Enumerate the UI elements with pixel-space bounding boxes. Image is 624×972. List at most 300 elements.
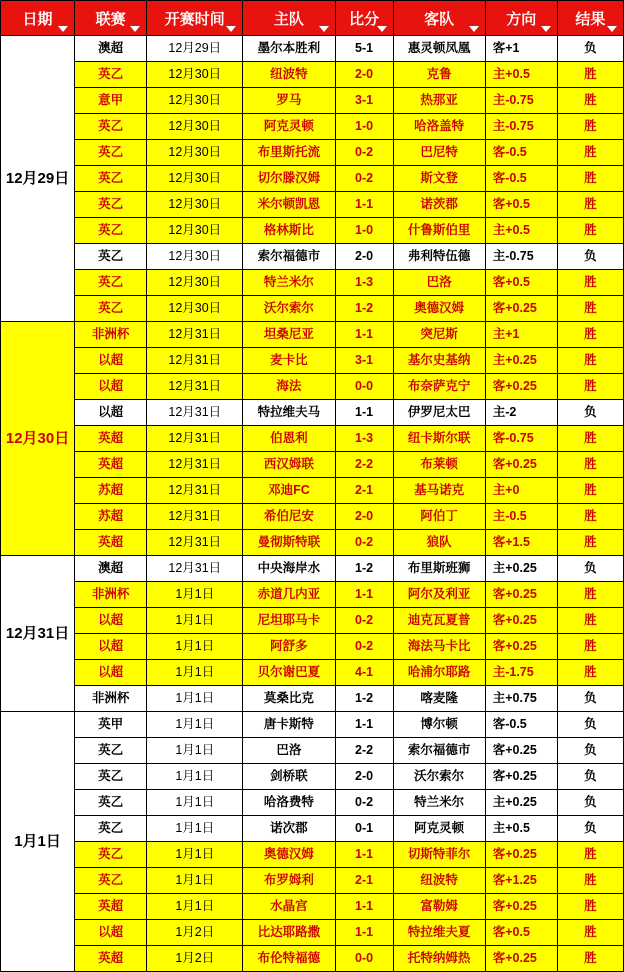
cell-score: 1-2 bbox=[335, 686, 393, 712]
col-header-direction-label: 方向 bbox=[506, 10, 537, 28]
cell-time: 1月1日 bbox=[147, 790, 243, 816]
cell-time: 1月1日 bbox=[147, 608, 243, 634]
group-date-cell: 1月1日 bbox=[1, 712, 75, 972]
cell-home-team: 阿舒多 bbox=[243, 634, 335, 660]
cell-league: 英乙 bbox=[75, 764, 147, 790]
cell-score: 0-0 bbox=[335, 946, 393, 972]
cell-away-team: 斯文登 bbox=[393, 166, 485, 192]
cell-home-team: 阿克灵顿 bbox=[243, 114, 335, 140]
cell-score: 0-2 bbox=[335, 166, 393, 192]
cell-league: 澳超 bbox=[75, 556, 147, 582]
cell-time: 1月1日 bbox=[147, 634, 243, 660]
col-header-home-label: 主队 bbox=[273, 10, 304, 28]
cell-away-team: 布莱顿 bbox=[393, 452, 485, 478]
cell-score: 2-0 bbox=[335, 62, 393, 88]
cell-result: 胜 bbox=[557, 868, 623, 894]
cell-league: 英乙 bbox=[75, 140, 147, 166]
cell-home-team: 布罗姆利 bbox=[243, 868, 335, 894]
col-header-result[interactable] bbox=[557, 1, 623, 36]
cell-away-team: 热那亚 bbox=[393, 88, 485, 114]
cell-time: 12月30日 bbox=[147, 244, 243, 270]
col-header-away[interactable] bbox=[393, 1, 485, 36]
table-row[interactable] bbox=[1, 166, 624, 192]
table-row[interactable] bbox=[1, 270, 624, 296]
cell-score: 0-1 bbox=[335, 816, 393, 842]
table-row[interactable] bbox=[1, 556, 624, 582]
cell-score: 1-2 bbox=[335, 296, 393, 322]
cell-score: 2-0 bbox=[335, 504, 393, 530]
cell-direction: 客+0.25 bbox=[485, 738, 557, 764]
table-row[interactable] bbox=[1, 452, 624, 478]
cell-score: 0-0 bbox=[335, 374, 393, 400]
cell-result: 负 bbox=[557, 738, 623, 764]
cell-direction: 主+0.5 bbox=[485, 218, 557, 244]
cell-league: 非洲杯 bbox=[75, 686, 147, 712]
cell-home-team: 奥德汉姆 bbox=[243, 842, 335, 868]
col-header-result-label: 结果 bbox=[575, 10, 606, 28]
cell-score: 1-0 bbox=[335, 114, 393, 140]
cell-direction: 主-2 bbox=[485, 400, 557, 426]
cell-time: 1月1日 bbox=[147, 582, 243, 608]
cell-time: 12月31日 bbox=[147, 478, 243, 504]
table-row[interactable] bbox=[1, 218, 624, 244]
cell-league: 英超 bbox=[75, 946, 147, 972]
table-row[interactable] bbox=[1, 634, 624, 660]
cell-league: 英乙 bbox=[75, 738, 147, 764]
cell-league: 英乙 bbox=[75, 868, 147, 894]
table-row[interactable] bbox=[1, 322, 624, 348]
cell-result: 胜 bbox=[557, 608, 623, 634]
cell-away-team: 索尔福德市 bbox=[393, 738, 485, 764]
col-header-league-label: 联赛 bbox=[95, 10, 126, 28]
cell-away-team: 布里斯班狮 bbox=[393, 556, 485, 582]
cell-result: 负 bbox=[557, 400, 623, 426]
cell-direction: 主-0.75 bbox=[485, 114, 557, 140]
cell-home-team: 比达耶路撒 bbox=[243, 920, 335, 946]
cell-score: 1-2 bbox=[335, 556, 393, 582]
cell-away-team: 沃尔索尔 bbox=[393, 764, 485, 790]
cell-direction: 客+0.25 bbox=[485, 894, 557, 920]
cell-direction: 客+0.25 bbox=[485, 842, 557, 868]
cell-result: 胜 bbox=[557, 88, 623, 114]
table-row[interactable] bbox=[1, 62, 624, 88]
cell-home-team: 赤道几内亚 bbox=[243, 582, 335, 608]
table-row[interactable] bbox=[1, 374, 624, 400]
cell-result: 胜 bbox=[557, 348, 623, 374]
cell-time: 1月1日 bbox=[147, 686, 243, 712]
cell-away-team: 博尔顿 bbox=[393, 712, 485, 738]
cell-home-team: 伯恩利 bbox=[243, 426, 335, 452]
cell-score: 2-1 bbox=[335, 868, 393, 894]
cell-league: 英乙 bbox=[75, 296, 147, 322]
cell-league: 以超 bbox=[75, 608, 147, 634]
table-row[interactable] bbox=[1, 920, 624, 946]
cell-away-team: 海法马卡比 bbox=[393, 634, 485, 660]
cell-league: 英超 bbox=[75, 894, 147, 920]
table-row[interactable] bbox=[1, 582, 624, 608]
cell-away-team: 哈浦尔耶路 bbox=[393, 660, 485, 686]
table-row[interactable] bbox=[1, 946, 624, 972]
cell-away-team: 哈洛盖特 bbox=[393, 114, 485, 140]
cell-away-team: 喀麦隆 bbox=[393, 686, 485, 712]
cell-league: 非洲杯 bbox=[75, 322, 147, 348]
col-header-time-label: 开赛时间 bbox=[164, 10, 225, 28]
cell-away-team: 克鲁 bbox=[393, 62, 485, 88]
cell-result: 胜 bbox=[557, 270, 623, 296]
cell-time: 12月31日 bbox=[147, 504, 243, 530]
cell-score: 2-0 bbox=[335, 764, 393, 790]
cell-away-team: 奥德汉姆 bbox=[393, 296, 485, 322]
cell-score: 0-2 bbox=[335, 634, 393, 660]
cell-home-team: 邓迪FC bbox=[243, 478, 335, 504]
cell-result: 胜 bbox=[557, 62, 623, 88]
col-header-direction[interactable] bbox=[485, 1, 557, 36]
cell-away-team: 巴尼特 bbox=[393, 140, 485, 166]
cell-away-team: 伊罗尼太巴 bbox=[393, 400, 485, 426]
cell-direction: 客+0.25 bbox=[485, 764, 557, 790]
cell-score: 1-1 bbox=[335, 582, 393, 608]
cell-away-team: 阿克灵顿 bbox=[393, 816, 485, 842]
chevron-down-icon[interactable] bbox=[607, 26, 617, 32]
cell-score: 3-1 bbox=[335, 88, 393, 114]
cell-direction: 客-0.75 bbox=[485, 426, 557, 452]
cell-direction: 客+1 bbox=[485, 36, 557, 62]
cell-result: 胜 bbox=[557, 582, 623, 608]
cell-direction: 客+0.5 bbox=[485, 192, 557, 218]
cell-home-team: 西汉姆联 bbox=[243, 452, 335, 478]
cell-result: 负 bbox=[557, 36, 623, 62]
table-row[interactable] bbox=[1, 712, 624, 738]
group-date-cell: 12月29日 bbox=[1, 36, 75, 322]
cell-league: 英乙 bbox=[75, 270, 147, 296]
cell-direction: 客+0.25 bbox=[485, 452, 557, 478]
cell-score: 2-1 bbox=[335, 478, 393, 504]
col-header-away-label: 客队 bbox=[424, 10, 455, 28]
cell-time: 12月31日 bbox=[147, 400, 243, 426]
cell-time: 12月30日 bbox=[147, 88, 243, 114]
table-row[interactable] bbox=[1, 296, 624, 322]
cell-home-team: 特拉维夫马 bbox=[243, 400, 335, 426]
cell-result: 胜 bbox=[557, 452, 623, 478]
cell-result: 负 bbox=[557, 816, 623, 842]
cell-league: 苏超 bbox=[75, 504, 147, 530]
cell-away-team: 基马诺克 bbox=[393, 478, 485, 504]
chevron-down-icon[interactable] bbox=[226, 26, 236, 32]
cell-home-team: 剑桥联 bbox=[243, 764, 335, 790]
cell-result: 负 bbox=[557, 712, 623, 738]
cell-direction: 客-0.5 bbox=[485, 712, 557, 738]
cell-time: 1月2日 bbox=[147, 920, 243, 946]
cell-time: 12月31日 bbox=[147, 556, 243, 582]
cell-result: 胜 bbox=[557, 374, 623, 400]
cell-away-team: 突尼斯 bbox=[393, 322, 485, 348]
cell-away-team: 狼队 bbox=[393, 530, 485, 556]
cell-league: 以超 bbox=[75, 374, 147, 400]
cell-away-team: 富勒姆 bbox=[393, 894, 485, 920]
cell-home-team: 尼坦耶马卡 bbox=[243, 608, 335, 634]
cell-home-team: 墨尔本胜利 bbox=[243, 36, 335, 62]
cell-home-team: 米尔顿凯恩 bbox=[243, 192, 335, 218]
cell-league: 英乙 bbox=[75, 218, 147, 244]
cell-time: 12月31日 bbox=[147, 530, 243, 556]
cell-direction: 客+0.25 bbox=[485, 608, 557, 634]
cell-direction: 客+0.5 bbox=[485, 920, 557, 946]
cell-direction: 客+0.25 bbox=[485, 296, 557, 322]
cell-direction: 客+0.25 bbox=[485, 946, 557, 972]
cell-score: 1-1 bbox=[335, 712, 393, 738]
cell-time: 1月1日 bbox=[147, 712, 243, 738]
cell-time: 12月30日 bbox=[147, 218, 243, 244]
cell-league: 以超 bbox=[75, 920, 147, 946]
col-header-date-label: 日期 bbox=[22, 10, 53, 28]
cell-home-team: 贝尔谢巴夏 bbox=[243, 660, 335, 686]
cell-score: 1-1 bbox=[335, 400, 393, 426]
cell-result: 负 bbox=[557, 790, 623, 816]
cell-home-team: 格林斯比 bbox=[243, 218, 335, 244]
cell-away-team: 惠灵顿凤凰 bbox=[393, 36, 485, 62]
cell-result: 胜 bbox=[557, 426, 623, 452]
chevron-down-icon[interactable] bbox=[469, 26, 479, 32]
table-row[interactable] bbox=[1, 88, 624, 114]
cell-away-team: 基尔史基纳 bbox=[393, 348, 485, 374]
cell-time: 1月1日 bbox=[147, 894, 243, 920]
chevron-down-icon[interactable] bbox=[319, 26, 329, 32]
cell-time: 1月1日 bbox=[147, 868, 243, 894]
table-row[interactable] bbox=[1, 348, 624, 374]
cell-result: 胜 bbox=[557, 296, 623, 322]
cell-league: 英乙 bbox=[75, 790, 147, 816]
cell-home-team: 曼彻斯特联 bbox=[243, 530, 335, 556]
cell-direction: 客+0.25 bbox=[485, 374, 557, 400]
cell-score: 1-1 bbox=[335, 192, 393, 218]
cell-home-team: 诺次郡 bbox=[243, 816, 335, 842]
cell-league: 意甲 bbox=[75, 88, 147, 114]
cell-score: 1-1 bbox=[335, 920, 393, 946]
cell-league: 以超 bbox=[75, 634, 147, 660]
chevron-down-icon[interactable] bbox=[541, 26, 551, 32]
cell-home-team: 莫桑比克 bbox=[243, 686, 335, 712]
cell-away-team: 托特纳姆热 bbox=[393, 946, 485, 972]
group-date-cell: 12月30日 bbox=[1, 322, 75, 556]
table-row[interactable] bbox=[1, 36, 624, 62]
table-row[interactable] bbox=[1, 244, 624, 270]
cell-home-team: 海法 bbox=[243, 374, 335, 400]
cell-away-team: 弗利特伍德 bbox=[393, 244, 485, 270]
cell-home-team: 中央海岸水 bbox=[243, 556, 335, 582]
cell-away-team: 迪克瓦夏普 bbox=[393, 608, 485, 634]
cell-away-team: 布奈萨克宁 bbox=[393, 374, 485, 400]
cell-home-team: 坦桑尼亚 bbox=[243, 322, 335, 348]
cell-result: 胜 bbox=[557, 478, 623, 504]
table-row[interactable] bbox=[1, 140, 624, 166]
cell-time: 1月1日 bbox=[147, 660, 243, 686]
cell-direction: 客+0.25 bbox=[485, 634, 557, 660]
chevron-down-icon[interactable] bbox=[377, 26, 387, 32]
col-header-score-label: 比分 bbox=[349, 10, 380, 28]
cell-league: 英乙 bbox=[75, 842, 147, 868]
cell-league: 英超 bbox=[75, 452, 147, 478]
cell-time: 1月1日 bbox=[147, 764, 243, 790]
table-row[interactable] bbox=[1, 608, 624, 634]
group-date-cell: 12月31日 bbox=[1, 556, 75, 712]
cell-league: 英乙 bbox=[75, 114, 147, 140]
cell-home-team: 布里斯托流 bbox=[243, 140, 335, 166]
cell-direction: 主+0.25 bbox=[485, 556, 557, 582]
table-row[interactable] bbox=[1, 400, 624, 426]
cell-time: 12月30日 bbox=[147, 296, 243, 322]
cell-result: 胜 bbox=[557, 660, 623, 686]
table-row[interactable] bbox=[1, 660, 624, 686]
cell-score: 2-2 bbox=[335, 738, 393, 764]
cell-time: 12月31日 bbox=[147, 374, 243, 400]
cell-home-team: 哈洛费特 bbox=[243, 790, 335, 816]
cell-direction: 客+0.5 bbox=[485, 270, 557, 296]
col-header-home[interactable] bbox=[243, 1, 335, 36]
cell-result: 胜 bbox=[557, 322, 623, 348]
cell-league: 澳超 bbox=[75, 36, 147, 62]
table-row[interactable] bbox=[1, 764, 624, 790]
cell-result: 负 bbox=[557, 764, 623, 790]
cell-league: 英超 bbox=[75, 530, 147, 556]
cell-away-team: 诺茨郡 bbox=[393, 192, 485, 218]
cell-away-team: 切斯特菲尔 bbox=[393, 842, 485, 868]
table-row[interactable] bbox=[1, 894, 624, 920]
cell-result: 胜 bbox=[557, 894, 623, 920]
cell-away-team: 特兰米尔 bbox=[393, 790, 485, 816]
cell-time: 12月31日 bbox=[147, 452, 243, 478]
cell-direction: 主-0.75 bbox=[485, 244, 557, 270]
cell-league: 以超 bbox=[75, 348, 147, 374]
cell-direction: 主+0.5 bbox=[485, 816, 557, 842]
table-header bbox=[1, 1, 624, 36]
cell-time: 1月1日 bbox=[147, 738, 243, 764]
cell-score: 5-1 bbox=[335, 36, 393, 62]
cell-direction: 客-0.5 bbox=[485, 166, 557, 192]
cell-league: 英乙 bbox=[75, 166, 147, 192]
cell-league: 英甲 bbox=[75, 712, 147, 738]
cell-league: 英乙 bbox=[75, 192, 147, 218]
cell-result: 胜 bbox=[557, 166, 623, 192]
cell-score: 1-3 bbox=[335, 426, 393, 452]
cell-result: 胜 bbox=[557, 504, 623, 530]
cell-time: 12月30日 bbox=[147, 270, 243, 296]
cell-league: 以超 bbox=[75, 660, 147, 686]
cell-time: 12月30日 bbox=[147, 192, 243, 218]
cell-home-team: 麦卡比 bbox=[243, 348, 335, 374]
table-row[interactable] bbox=[1, 478, 624, 504]
cell-result: 胜 bbox=[557, 140, 623, 166]
cell-direction: 主-0.5 bbox=[485, 504, 557, 530]
cell-direction: 主+0 bbox=[485, 478, 557, 504]
cell-direction: 主+0.25 bbox=[485, 790, 557, 816]
cell-home-team: 纽波特 bbox=[243, 62, 335, 88]
cell-result: 胜 bbox=[557, 114, 623, 140]
cell-result: 胜 bbox=[557, 946, 623, 972]
table-row[interactable] bbox=[1, 816, 624, 842]
cell-home-team: 水晶宫 bbox=[243, 894, 335, 920]
cell-score: 1-1 bbox=[335, 322, 393, 348]
table-row[interactable] bbox=[1, 686, 624, 712]
cell-time: 12月31日 bbox=[147, 348, 243, 374]
cell-home-team: 罗马 bbox=[243, 88, 335, 114]
cell-score: 1-3 bbox=[335, 270, 393, 296]
cell-time: 1月1日 bbox=[147, 842, 243, 868]
cell-league: 苏超 bbox=[75, 478, 147, 504]
col-header-time[interactable] bbox=[147, 1, 243, 36]
cell-home-team: 布伦特福德 bbox=[243, 946, 335, 972]
cell-time: 12月30日 bbox=[147, 62, 243, 88]
table-row[interactable] bbox=[1, 530, 624, 556]
table-row[interactable] bbox=[1, 868, 624, 894]
cell-away-team: 阿伯丁 bbox=[393, 504, 485, 530]
cell-score: 0-2 bbox=[335, 530, 393, 556]
cell-score: 0-2 bbox=[335, 608, 393, 634]
cell-result: 胜 bbox=[557, 920, 623, 946]
cell-league: 以超 bbox=[75, 400, 147, 426]
cell-home-team: 切尔滕汉姆 bbox=[243, 166, 335, 192]
cell-away-team: 阿尔及利亚 bbox=[393, 582, 485, 608]
cell-score: 4-1 bbox=[335, 660, 393, 686]
cell-score: 0-2 bbox=[335, 140, 393, 166]
table-row[interactable] bbox=[1, 842, 624, 868]
cell-score: 2-2 bbox=[335, 452, 393, 478]
cell-time: 12月31日 bbox=[147, 426, 243, 452]
col-header-date[interactable] bbox=[1, 1, 75, 36]
cell-score: 1-1 bbox=[335, 894, 393, 920]
table-body bbox=[1, 36, 624, 972]
chevron-down-icon[interactable] bbox=[130, 26, 140, 32]
col-header-score[interactable] bbox=[335, 1, 393, 36]
cell-direction: 客+1.25 bbox=[485, 868, 557, 894]
cell-home-team: 特兰米尔 bbox=[243, 270, 335, 296]
table-row[interactable] bbox=[1, 504, 624, 530]
cell-home-team: 唐卡斯特 bbox=[243, 712, 335, 738]
cell-result: 胜 bbox=[557, 192, 623, 218]
cell-direction: 客+0.25 bbox=[485, 582, 557, 608]
cell-result: 胜 bbox=[557, 530, 623, 556]
cell-home-team: 索尔福德市 bbox=[243, 244, 335, 270]
table-row[interactable] bbox=[1, 738, 624, 764]
cell-direction: 主+0.75 bbox=[485, 686, 557, 712]
cell-home-team: 巴洛 bbox=[243, 738, 335, 764]
cell-direction: 客+1.5 bbox=[485, 530, 557, 556]
col-header-league[interactable] bbox=[75, 1, 147, 36]
cell-league: 英乙 bbox=[75, 816, 147, 842]
cell-result: 胜 bbox=[557, 842, 623, 868]
header-row bbox=[1, 1, 624, 36]
cell-time: 1月2日 bbox=[147, 946, 243, 972]
table-row[interactable] bbox=[1, 114, 624, 140]
cell-league: 非洲杯 bbox=[75, 582, 147, 608]
cell-time: 12月30日 bbox=[147, 166, 243, 192]
chevron-down-icon[interactable] bbox=[58, 26, 68, 32]
cell-direction: 主-0.75 bbox=[485, 88, 557, 114]
cell-direction: 主+0.5 bbox=[485, 62, 557, 88]
table-row[interactable] bbox=[1, 426, 624, 452]
cell-score: 1-1 bbox=[335, 842, 393, 868]
cell-result: 胜 bbox=[557, 218, 623, 244]
cell-result: 胜 bbox=[557, 634, 623, 660]
cell-score: 2-0 bbox=[335, 244, 393, 270]
table-row[interactable] bbox=[1, 790, 624, 816]
cell-away-team: 什鲁斯伯里 bbox=[393, 218, 485, 244]
cell-direction: 主+1 bbox=[485, 322, 557, 348]
cell-score: 0-2 bbox=[335, 790, 393, 816]
cell-time: 12月30日 bbox=[147, 140, 243, 166]
table-row[interactable] bbox=[1, 192, 624, 218]
cell-time: 12月30日 bbox=[147, 114, 243, 140]
cell-league: 英超 bbox=[75, 426, 147, 452]
